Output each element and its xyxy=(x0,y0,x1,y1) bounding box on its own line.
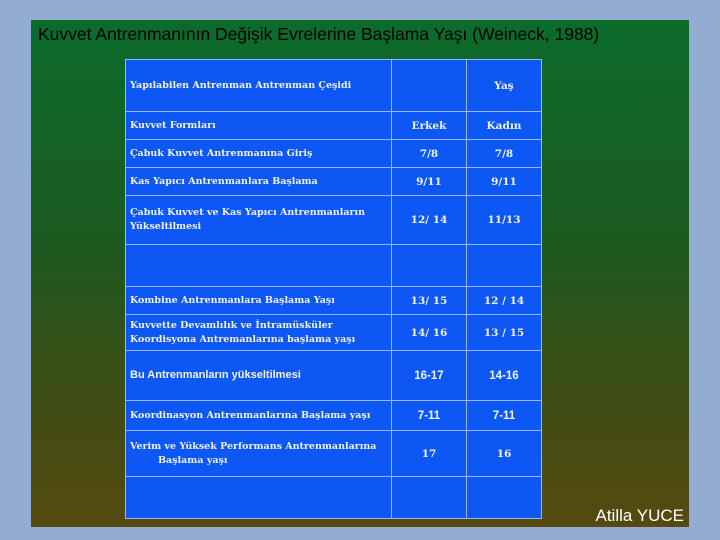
row-label: Bu Antrenmanların yükseltilmesi xyxy=(126,351,392,401)
row-label: Kas Yapıcı Antrenmanlara Başlama xyxy=(126,168,392,196)
row-male: 7/8 xyxy=(392,140,467,168)
slide-title: Kuvvet Antrenmanının Değişik Evrelerine Başlama Yaşı (Weineck, 1988) xyxy=(38,24,600,44)
row-female xyxy=(467,245,542,287)
row-female: 9/11 xyxy=(467,168,542,196)
row-label: Çabuk Kuvvet Antrenmanına Giriş xyxy=(126,140,392,168)
row-female: 11/13 xyxy=(467,196,542,245)
table-row xyxy=(126,431,542,477)
age-table xyxy=(125,59,542,519)
row-male: 16-17 xyxy=(392,351,467,401)
row-label xyxy=(126,431,392,477)
row-female: 14-16 xyxy=(467,351,542,401)
row-male: 14/ 16 xyxy=(392,315,467,351)
table-row xyxy=(126,401,542,431)
row-label: Çabuk Kuvvet ve Kas Yapıcı Antrenmanların Yükseltilmesi xyxy=(126,196,392,245)
row-label: Koordinasyon Antrenmanlarına Başlama yaşı xyxy=(126,401,392,431)
row-female: 16 xyxy=(467,431,542,477)
row-female xyxy=(467,477,542,519)
table-row-empty xyxy=(126,477,542,519)
row-male: 17 xyxy=(392,431,467,477)
table-row xyxy=(126,140,542,168)
row-female: 13 / 15 xyxy=(467,315,542,351)
table-header-row xyxy=(126,60,542,112)
row-female: 7-11 xyxy=(467,401,542,431)
table-row xyxy=(126,351,542,401)
table-row xyxy=(126,168,542,196)
row-female: 7/8 xyxy=(467,140,542,168)
row-male xyxy=(392,245,467,287)
row-label xyxy=(126,477,392,519)
header-empty xyxy=(392,60,467,112)
row-label-line2: Başlama yaşı xyxy=(158,454,228,466)
row-label-line1: Verim ve Yüksek Performans Antrenmanlarına xyxy=(130,440,377,452)
row-male: 13/ 15 xyxy=(392,287,467,315)
header-age: Yaş xyxy=(467,60,542,112)
table-row-empty xyxy=(126,245,542,287)
header-training-type: Yapılabilen Antrenman Antrenman Çeşidi xyxy=(126,60,392,112)
row-label: Kuvvet Formları xyxy=(126,112,392,140)
row-label: Kombine Antrenmanlara Başlama Yaşı xyxy=(126,287,392,315)
row-label: Kuvvette Devamlılık ve İntramüsküler Koordisyona Antremanlarına başlama yaşı xyxy=(126,315,392,351)
row-male: 12/ 14 xyxy=(392,196,467,245)
row-male: 9/11 xyxy=(392,168,467,196)
table-row xyxy=(126,287,542,315)
table-row xyxy=(126,196,542,245)
row-male: Erkek xyxy=(392,112,467,140)
row-female: Kadın xyxy=(467,112,542,140)
row-label xyxy=(126,245,392,287)
slide xyxy=(31,20,689,527)
row-male: 7-11 xyxy=(392,401,467,431)
row-female: 12 / 14 xyxy=(467,287,542,315)
table-row xyxy=(126,112,542,140)
row-male xyxy=(392,477,467,519)
author-name: Atilla YUCE xyxy=(595,506,684,525)
table-row xyxy=(126,315,542,351)
